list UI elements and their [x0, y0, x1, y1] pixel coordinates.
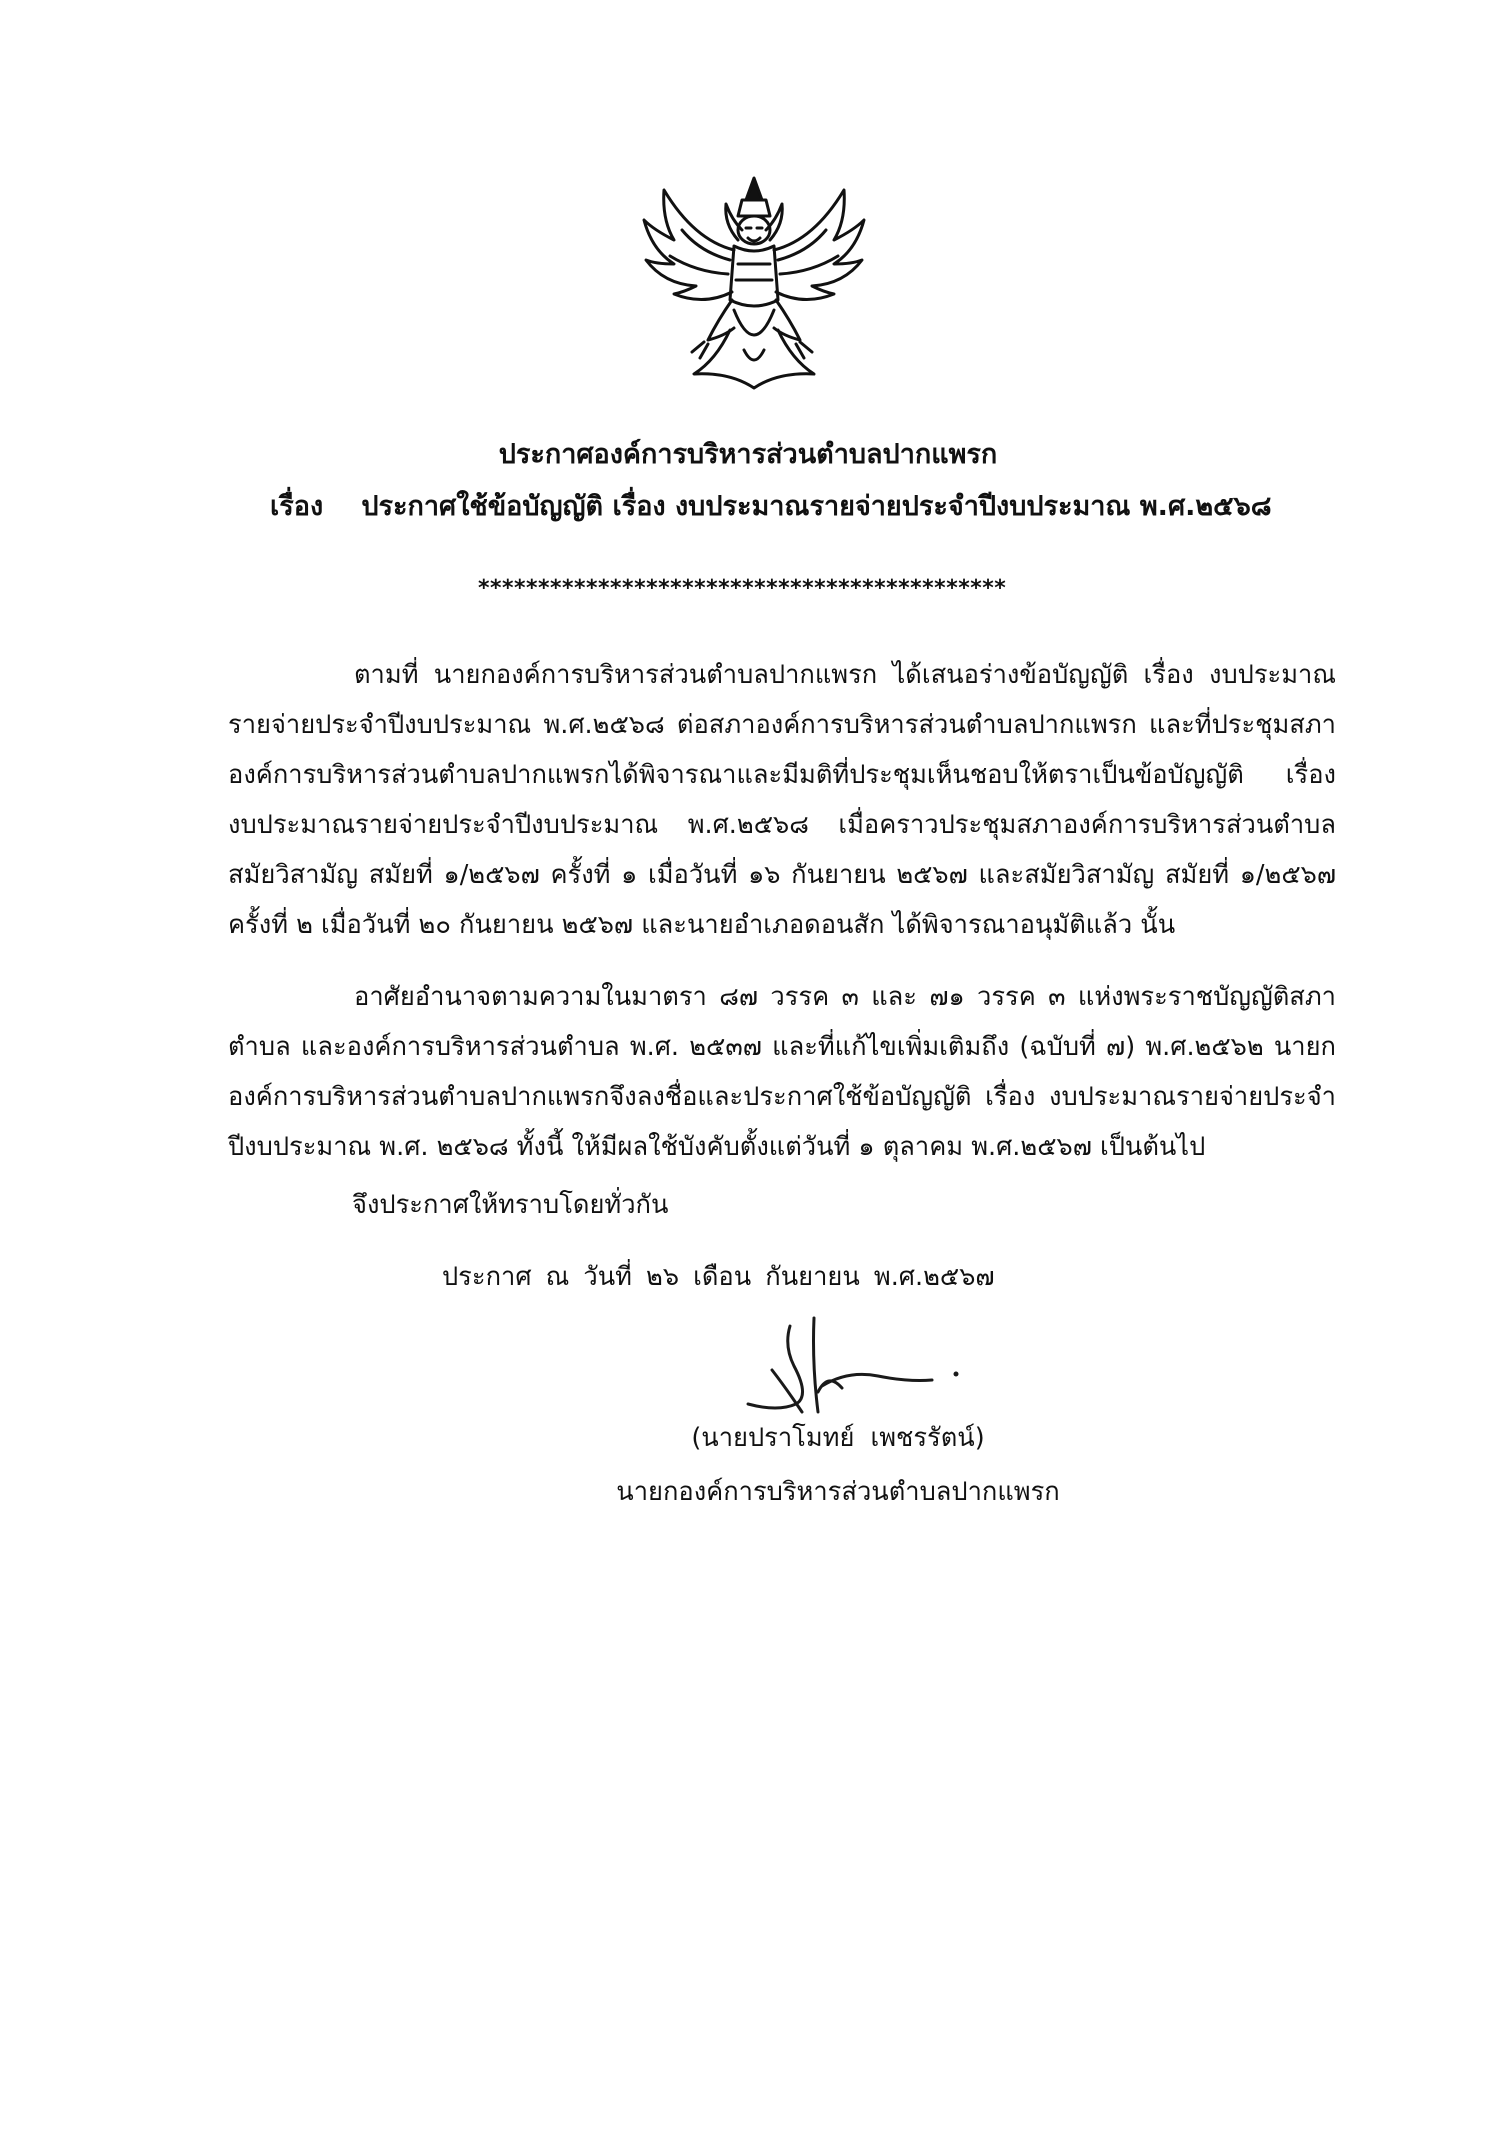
garuda-emblem-icon — [634, 160, 874, 400]
subject-label: เรื่อง — [270, 491, 324, 522]
signer-position: นายกองค์การบริหารส่วนตำบลปากแพรก — [616, 1477, 1060, 1507]
subject-line — [270, 484, 1272, 527]
signer-name: (นายปราโมทย์ เพชรรัตน์) — [691, 1423, 985, 1453]
handwritten-signature — [738, 1312, 988, 1427]
paragraph-authority: อาศัยอำนาจตามความในมาตรา ๘๗ วรรค ๓ และ ๗๑ วรรค ๓ แห่งพระราชบัญญัติสภาตำบล และองค์การบริหารส่วนตำบล พ.ศ. ๒๕๓๗ และที่แก้ไขเพิ่มเติมถึง (ฉบับที่ ๗) พ.ศ.๒๕๖๒ นายกองค์การบริหารส่วนตำบลปากแพรกจึงลงชื่อและประกาศใช้ข้อบัญญัติ เรื่อง งบประมาณรายจ่ายประจำปีงบประมาณ พ.ศ. ๒๕๖๘ ทั้งนี้ ให้มีผลใช้บังคับตั้งแต่วันที่ ๑ ตุลาคม พ.ศ.๒๕๖๗ เป็นต้นไป — [228, 982, 1336, 1162]
announcement-title: ประกาศองค์การบริหารส่วนตำบลปากแพรก — [498, 439, 998, 470]
announcement-date: ประกาศ ณ วันที่ ๒๖ เดือน กันยายน พ.ศ.๒๕๖๗ — [442, 1262, 995, 1292]
separator-line: ******************************************** — [478, 576, 1007, 601]
subject-text: ประกาศใช้ข้อบัญญัติ เรื่อง งบประมาณรายจ่ายประจำปีงบประมาณ พ.ศ.๒๕๖๘ — [361, 491, 1272, 522]
paragraph-background: ตามที่ นายกองค์การบริหารส่วนตำบลปากแพรก ได้เสนอร่างข้อบัญญัติ เรื่อง งบประมาณรายจ่ายประจำปีงบประมาณ พ.ศ.๒๕๖๘ ต่อสภาองค์การบริหารส่วนตำบลปากแพรก และที่ประชุมสภาองค์การบริหารส่วนตำบลปากแพรกได้พิจารณาและมีมติที่ประชุมเห็นชอบให้ตราเป็นข้อบัญญัติ เรื่อง งบประมาณรายจ่ายประจำปีงบประมาณ พ.ศ.๒๕๖๘ เมื่อคราวประชุมสภาองค์การบริหารส่วนตำบล สมัยวิสามัญ สมัยที่ ๑/๒๕๖๗ ครั้งที่ ๑ เมื่อวันที่ ๑๖ กันยายน ๒๕๖๗ และสมัยวิสามัญ สมัยที่ ๑/๒๕๖๗ ครั้งที่ ๒ เมื่อวันที่ ๒๐ กันยายน ๒๕๖๗ และนายอำเภอดอนสัก ได้พิจารณาอนุมัติแล้ว นั้น — [228, 660, 1336, 940]
closing-statement: จึงประกาศให้ทราบโดยทั่วกัน — [352, 1190, 669, 1220]
